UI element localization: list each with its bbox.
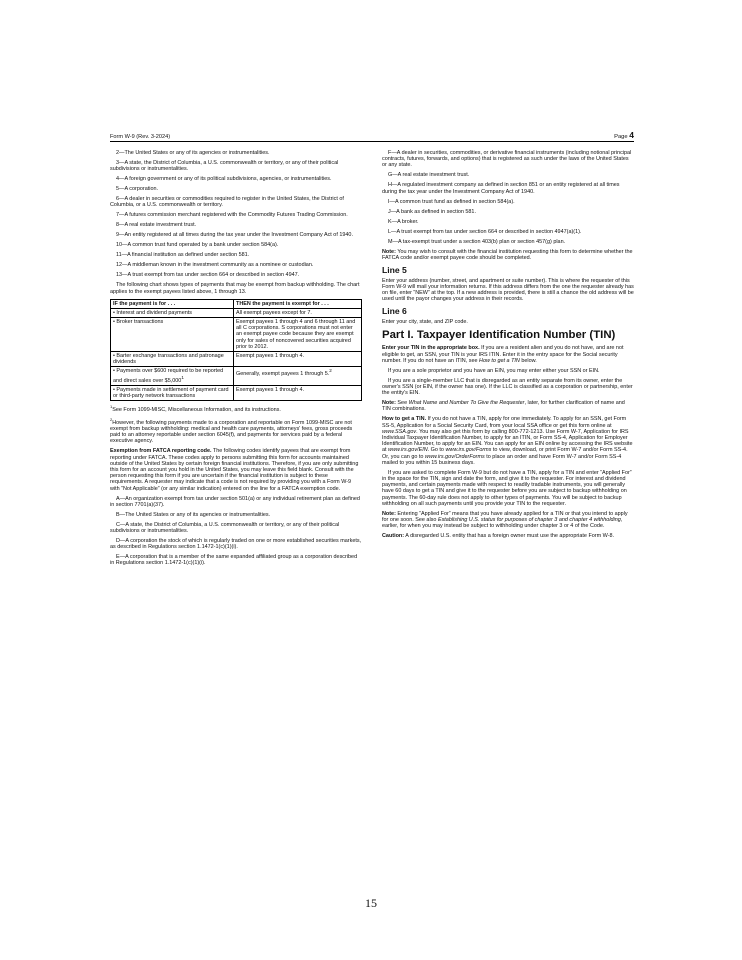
page-number-bold: 4: [629, 130, 634, 140]
table-cell: Exempt payees 1 through 4 and 6 through 11 and all C corporations. S corporations must not enter an exempt payee code because they are exempt only for sales of noncovered securities acquired prior to 2012.: [234, 318, 362, 352]
paragraph: Enter your address (number, street, and apartment or suite number). This is where the requester of this Form W-9 will mail your information returns. If this address differs from the one the requester already has on file, enter “NEW” at the top. If a new address is provided, there is still a chance the old address will be used until the payor changes your address in their records.: [382, 277, 634, 303]
section-heading-line6: Line 6: [382, 306, 407, 317]
note-paragraph: Note: See What Name and Number To Give the Requester, later, for further clarification of name and TIN combinations.: [382, 400, 625, 413]
part-heading: Part I. Taxpayer Identification Number (TIN): [382, 329, 616, 342]
tin-paragraph: Enter your TIN in the appropriate box. If you are a resident alien and you do not have, and are not eligible to get, an SSN, your TIN is your IRS ITIN. Enter it in the entry space for the Social security number. If you do not have an ITIN, see How to get a TIN below.: [382, 345, 624, 364]
paragraph: I—A common trust fund as defined in section 584(a).: [388, 198, 515, 205]
paragraph: 10—A common trust fund operated by a bank under section 584(a).: [116, 242, 279, 249]
paragraph: If you are a sole proprietor and you have an EIN, you may enter either your SSN or EIN.: [388, 367, 600, 374]
table-row: [111, 308, 362, 317]
table-cell: Exempt payees 1 through 4.: [234, 385, 362, 400]
footnote: $^1$See Form 1099-MISC, Miscellaneous Information, and its instructions.: [110, 404, 281, 413]
paragraph: H—A regulated investment company as defined in section 851 or an entity registered at all times during the tax year under the Investment Company Act of 1940.: [382, 182, 620, 195]
table-header-cell: THEN the payment is exempt for . . .: [234, 299, 362, 308]
paragraph: 12—A middleman known in the investment community as a nominee or custodian.: [116, 262, 314, 269]
paragraph: G—A real estate investment trust.: [388, 172, 470, 179]
footnote: $^2$However, the following payments made to a corporation and reportable on Form 1099-MISC are not exempt from backup withholding: medical and health care payments, attorneys' fees, gross proceeds paid to an attorney reportable under section 6045(f), and payments for services paid by a federal executive agency.: [110, 416, 353, 445]
paragraph: 11—A financial institution as defined under section 581.: [116, 252, 250, 259]
table-cell: • Payments over $600 required to be reported and direct sales over $5,000$^1$: [111, 367, 234, 385]
page-indicator: Page 4: [614, 130, 634, 140]
table-header-row: [111, 299, 362, 308]
fatca-paragraph: Exemption from FATCA reporting code. The following codes identify payees that are exempt from reporting under FATCA. These codes apply to persons submitting this form for accounts maintained outside of the United States by certain foreign financial institutions. Therefore, if you are only submitting this form for an account you hold in the United States, you may leave this field blank. Consult with the person requesting this form if you are uncertain if the financial institution is subject to these requirements. A requester may indicate that a code is not required by providing you with a Form W-9 with “Not Applicable” (or any similar indication) entered on the line for a FATCA exemption code.: [110, 448, 359, 492]
how-to-get-tin-paragraph: How to get a TIN. If you do not have a TIN, apply for one immediately. To apply for an SSN, get Form SS-5, Application for a Social Security Card, from your local SSA office or get this form online at www.SSA.gov. You may also get this form by calling 800-772-1213. Use Form W-7, Application for IRS Individual Taxpayer Identification Number, to apply for an ITIN, or Form SS-4, Application for Employer Identification Number, to apply for an EIN. You can apply for an EIN online by accessing the IRS website at www.irs.gov/EIN. Go to www.irs.gov/Forms to view, download, or print Form W-7 and/or Form SS-4. Or, you can go to www.irs.gov/OrderForms to place an order and have Form W-7 and/or Form SS-4 mailed to you within 15 business days.: [382, 416, 633, 466]
paragraph: D—A corporation the stock of which is regularly traded on one or more established securities markets, as described in Regulations section 1.1472-1(c)(1)(i).: [110, 537, 362, 551]
paragraph: The following chart shows types of payments that may be exempt from backup withholding. The chart applies to the exempt payees listed above, 1 through 13.: [110, 282, 360, 295]
note-paragraph: Note: Entering “Applied For” means that you have already applied for a TIN or that you intend to apply for one soon. See also Establishing U.S. status for purposes of chapter 3 and chapter 4 withholding, earlier, for when you may instead be subject to withholding under chapter 3 or 4 of the Code.: [382, 510, 628, 530]
paragraph: E—A corporation that is a member of the same expanded affiliated group as a corporation described in Regulations section 1.1472-1(c)(1)(i).: [110, 554, 358, 567]
table-cell: Generally, exempt payees 1 through 5.$^2$: [234, 367, 362, 385]
paragraph: Enter your city, state, and ZIP code.: [382, 319, 468, 326]
footnote-ref: 2: [329, 368, 332, 374]
table-cell: • Interest and dividend payments: [111, 308, 234, 317]
paragraph: C—A state, the District of Columbia, a U.S. commonwealth or territory, or any of their political subdivisions or instrumentalities.: [110, 521, 340, 534]
caution-paragraph: Caution: A disregarded U.S. entity that has a foreign owner must use the appropriate Form W-8.: [382, 533, 615, 540]
left-column: [110, 150, 362, 570]
table-row: [111, 352, 362, 367]
paragraph: M—A tax-exempt trust under a section 403(b) plan or section 457(g) plan.: [388, 238, 566, 245]
paragraph: A—An organization exempt from tax under section 501(a) or any individual retirement plan as defined in section 7701(a)(37).: [110, 495, 360, 508]
paragraph: 13—A trust exempt from tax under section 664 or described in section 4947.: [116, 272, 300, 279]
paragraph: J—A bank as defined in section 581.: [388, 208, 476, 215]
paragraph: 7—A futures commission merchant registered with the Commodity Futures Trading Commission.: [116, 212, 348, 219]
paragraph: If you are asked to complete Form W-9 but do not have a TIN, apply for a TIN and enter “Applied For” in the space for the TIN, sign and date the form, and give it to the requester. For interest and dividend payments, and certain payments made with respect to readily tradable instruments, you will generally have 60 days to get a TIN and give it to the requester before you are subject to backup withholding on payments. The 60-day rule does not apply to other types of payments. You will be subject to backup withholding on all such payments until you provide your TIN to the requester.: [382, 469, 632, 507]
paragraph: 8—A real estate investment trust.: [116, 222, 197, 229]
table-cell: All exempt payees except for 7.: [234, 308, 362, 317]
paragraph: 3—A state, the District of Columbia, a U.S. commonwealth or territory, or any of their political subdivisions or instrumentalities.: [110, 160, 339, 173]
paragraph: 9—An entity registered at all times during the tax year under the Investment Company Act of 1940.: [116, 232, 353, 239]
table-cell: • Barter exchange transactions and patronage dividends: [111, 352, 234, 367]
right-column: [382, 150, 634, 570]
section-heading-line5: Line 5: [382, 264, 407, 275]
table-header-cell: IF the payment is for . . .: [111, 299, 234, 308]
paragraph: 2—The United States or any of its agencies or instrumentalities.: [116, 150, 270, 156]
paragraph: 4—A foreign government or any of its political subdivisions, agencies, or instrumentalities.: [116, 176, 332, 183]
form-page: [110, 128, 634, 570]
paragraph: F—A dealer in securities, commodities, or derivative financial instruments (including notional principal contracts, futures, forwards, and options) that is registered as such under the laws of the United States or any state.: [382, 150, 632, 169]
table-cell: • Payments made in settlement of payment card or third-party network transactions: [111, 385, 234, 400]
paragraph: 6—A dealer in securities or commodities required to register in the United States, the District of Columbia, or a U.S. commonwealth or territory.: [110, 196, 344, 209]
paragraph: L—A trust exempt from tax under section 664 or described in section 4947(a)(1).: [388, 228, 582, 235]
table-row: [111, 318, 362, 352]
paragraph: If you are a single-member LLC that is disregarded as an entity separate from its owner, enter the owner's SSN (or EIN, if the owner has one). If the LLC is classified as a corporation or partnership, enter the entity's EIN.: [382, 377, 633, 397]
table-row: [111, 385, 362, 400]
payment-exemption-table: [110, 299, 362, 401]
document-page-number: 15: [365, 896, 377, 910]
table-cell: • Broker transactions: [111, 318, 234, 352]
paragraph: 5—A corporation.: [116, 186, 159, 193]
paragraph: K—A broker.: [388, 218, 419, 225]
table-cell: Exempt payees 1 through 4.: [234, 352, 362, 367]
page-header: [110, 128, 634, 142]
paragraph: B—The United States or any of its agencies or instrumentalities.: [116, 511, 271, 518]
footnote-ref: 1: [181, 374, 184, 380]
table-row: [111, 367, 362, 385]
note-paragraph: Note: You may wish to consult with the financial institution requesting this form to determine whether the FATCA code and/or exempt payee code should be completed.: [382, 248, 633, 261]
form-id: Form W-9 (Rev. 3-2024): [110, 134, 171, 140]
